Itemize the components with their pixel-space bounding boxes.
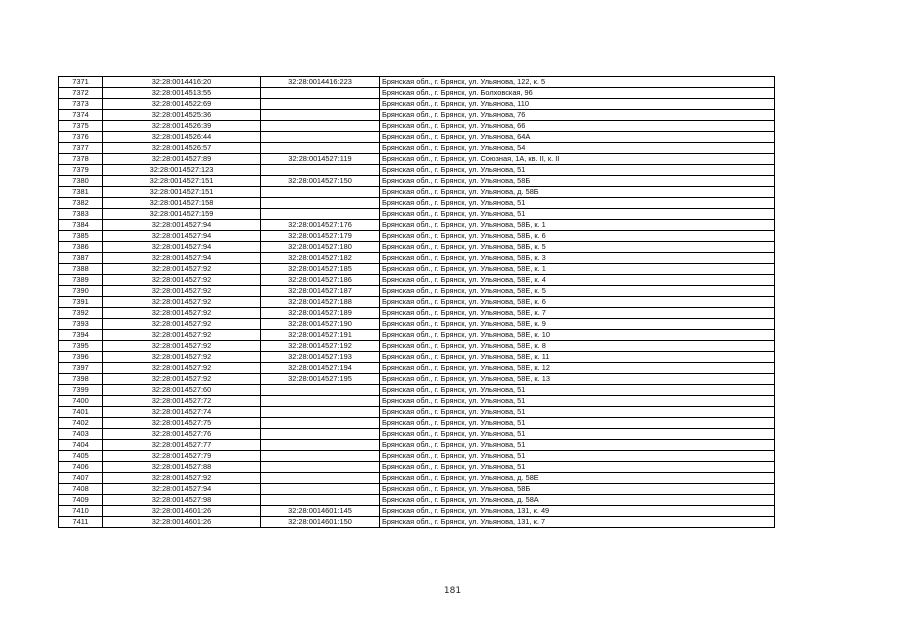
address-cell: Брянская обл., г. Брянск, ул. Ульянова, 76 — [380, 110, 775, 121]
object-number-cell: 32:28:0014527:180 — [261, 242, 380, 253]
row-number-cell: 7386 — [59, 242, 103, 253]
object-number-cell: 32:28:0014527:190 — [261, 319, 380, 330]
row-number-cell: 7377 — [59, 143, 103, 154]
row-number-cell: 7400 — [59, 396, 103, 407]
table-row — [59, 88, 775, 99]
table-row — [59, 187, 775, 198]
row-number-cell: 7389 — [59, 275, 103, 286]
row-number-cell: 7382 — [59, 198, 103, 209]
object-number-cell — [261, 187, 380, 198]
object-number-cell: 32:28:0014527:191 — [261, 330, 380, 341]
object-number-cell — [261, 99, 380, 110]
address-cell: Брянская обл., г. Брянск, ул. Ульянова, д. 58А — [380, 495, 775, 506]
table-row — [59, 264, 775, 275]
address-cell: Брянская обл., г. Брянск, ул. Ульянова, 58Е, к. 8 — [380, 341, 775, 352]
row-number-cell: 7374 — [59, 110, 103, 121]
row-number-cell: 7381 — [59, 187, 103, 198]
cadastral-number-cell: 32:28:0014527:74 — [103, 407, 261, 418]
object-number-cell: 32:28:0014527:188 — [261, 297, 380, 308]
address-cell: Брянская обл., г. Брянск, ул. Ульянова, д. 58Е — [380, 473, 775, 484]
cadastral-number-cell: 32:28:0014527:159 — [103, 209, 261, 220]
object-number-cell: 32:28:0014527:185 — [261, 264, 380, 275]
cadastral-number-cell: 32:28:0014527:94 — [103, 220, 261, 231]
address-cell: Брянская обл., г. Брянск, ул. Ульянова, 51 — [380, 462, 775, 473]
cadastral-number-cell: 32:28:0014513:55 — [103, 88, 261, 99]
cadastral-number-cell: 32:28:0014527:88 — [103, 462, 261, 473]
address-cell: Брянская обл., г. Брянск, ул. Ульянова, 66 — [380, 121, 775, 132]
object-number-cell: 32:28:0014527:119 — [261, 154, 380, 165]
address-cell: Брянская обл., г. Брянск, ул. Ульянова, 58Б, к. 6 — [380, 231, 775, 242]
object-number-cell — [261, 418, 380, 429]
row-number-cell: 7376 — [59, 132, 103, 143]
object-number-cell — [261, 462, 380, 473]
object-number-cell: 32:28:0014527:187 — [261, 286, 380, 297]
table-row — [59, 451, 775, 462]
address-cell: Брянская обл., г. Брянск, ул. Ульянова, д. 58Б — [380, 187, 775, 198]
table-row — [59, 253, 775, 264]
table-row — [59, 330, 775, 341]
object-number-cell: 32:28:0014527:195 — [261, 374, 380, 385]
address-cell: Брянская обл., г. Брянск, ул. Ульянова, 58Б — [380, 176, 775, 187]
row-number-cell: 7373 — [59, 99, 103, 110]
table-row — [59, 143, 775, 154]
row-number-cell: 7411 — [59, 517, 103, 528]
object-number-cell — [261, 429, 380, 440]
row-number-cell: 7407 — [59, 473, 103, 484]
row-number-cell: 7379 — [59, 165, 103, 176]
cadastral-number-cell: 32:28:0014527:94 — [103, 242, 261, 253]
cadastral-number-cell: 32:28:0014525:36 — [103, 110, 261, 121]
address-cell: Брянская обл., г. Брянск, ул. Ульянова, 131, к. 7 — [380, 517, 775, 528]
object-number-cell — [261, 88, 380, 99]
object-number-cell — [261, 396, 380, 407]
cadastral-number-cell: 32:28:0014527:92 — [103, 330, 261, 341]
cadastral-number-cell: 32:28:0014527:72 — [103, 396, 261, 407]
address-cell: Брянская обл., г. Брянск, ул. Ульянова, 58Е, к. 4 — [380, 275, 775, 286]
address-cell: Брянская обл., г. Брянск, ул. Ульянова, 58Е, к. 10 — [380, 330, 775, 341]
address-cell: Брянская обл., г. Брянск, ул. Ульянова, 51 — [380, 407, 775, 418]
object-number-cell — [261, 143, 380, 154]
row-number-cell: 7385 — [59, 231, 103, 242]
row-number-cell: 7383 — [59, 209, 103, 220]
table-row — [59, 308, 775, 319]
cadastral-number-cell: 32:28:0014526:39 — [103, 121, 261, 132]
object-number-cell: 32:28:0014527:189 — [261, 308, 380, 319]
table-row — [59, 77, 775, 88]
table-row — [59, 462, 775, 473]
cadastral-number-cell: 32:28:0014527:92 — [103, 374, 261, 385]
object-number-cell: 32:28:0014527:176 — [261, 220, 380, 231]
address-cell: Брянская обл., г. Брянск, ул. Ульянова, 64А — [380, 132, 775, 143]
row-number-cell: 7380 — [59, 176, 103, 187]
table-row — [59, 484, 775, 495]
row-number-cell: 7403 — [59, 429, 103, 440]
row-number-cell: 7408 — [59, 484, 103, 495]
address-cell: Брянская обл., г. Брянск, ул. Ульянова, 58Б, к. 5 — [380, 242, 775, 253]
object-number-cell: 32:28:0014527:179 — [261, 231, 380, 242]
address-cell: Брянская обл., г. Брянск, ул. Ульянова, 58Е, к. 1 — [380, 264, 775, 275]
cadastral-number-cell: 32:28:0014527:151 — [103, 176, 261, 187]
cadastral-number-cell: 32:28:0014527:60 — [103, 385, 261, 396]
cadastral-number-cell: 32:28:0014527:158 — [103, 198, 261, 209]
cadastral-number-cell: 32:28:0014527:92 — [103, 363, 261, 374]
object-number-cell: 32:28:0014527:150 — [261, 176, 380, 187]
table-row — [59, 517, 775, 528]
table-row — [59, 363, 775, 374]
row-number-cell: 7401 — [59, 407, 103, 418]
table-row — [59, 341, 775, 352]
row-number-cell: 7399 — [59, 385, 103, 396]
address-cell: Брянская обл., г. Брянск, ул. Ульянова, 122, к. 5 — [380, 77, 775, 88]
page-number: 181 — [443, 586, 462, 596]
address-cell: Брянская обл., г. Брянск, ул. Ульянова, 58Б, к. 3 — [380, 253, 775, 264]
address-cell: Брянская обл., г. Брянск, ул. Ульянова, 51 — [380, 396, 775, 407]
table-row — [59, 440, 775, 451]
table-row — [59, 220, 775, 231]
row-number-cell: 7375 — [59, 121, 103, 132]
row-number-cell: 7391 — [59, 297, 103, 308]
row-number-cell: 7390 — [59, 286, 103, 297]
cadastral-number-cell: 32:28:0014527:94 — [103, 484, 261, 495]
cadastral-number-cell: 32:28:0014527:94 — [103, 231, 261, 242]
row-number-cell: 7405 — [59, 451, 103, 462]
object-number-cell — [261, 121, 380, 132]
address-cell: Брянская обл., г. Брянск, ул. Ульянова, 58Е, к. 12 — [380, 363, 775, 374]
table-row — [59, 99, 775, 110]
row-number-cell: 7394 — [59, 330, 103, 341]
address-cell: Брянская обл., г. Брянск, ул. Ульянова, 58Е, к. 7 — [380, 308, 775, 319]
table-row — [59, 319, 775, 330]
cadastral-number-cell: 32:28:0014601:26 — [103, 517, 261, 528]
address-cell: Брянская обл., г. Брянск, ул. Ульянова, 51 — [380, 451, 775, 462]
object-number-cell — [261, 473, 380, 484]
table-body — [59, 77, 775, 528]
address-cell: Брянская обл., г. Брянск, ул. Ульянова, 58Е, к. 6 — [380, 297, 775, 308]
cadastral-number-cell: 32:28:0014527:92 — [103, 297, 261, 308]
cadastral-number-cell: 32:28:0014527:151 — [103, 187, 261, 198]
row-number-cell: 7398 — [59, 374, 103, 385]
cadastral-number-cell: 32:28:0014527:75 — [103, 418, 261, 429]
table-row — [59, 352, 775, 363]
table-row — [59, 385, 775, 396]
address-cell: Брянская обл., г. Брянск, ул. Ульянова, 51 — [380, 418, 775, 429]
object-number-cell — [261, 165, 380, 176]
table-row — [59, 506, 775, 517]
row-number-cell: 7396 — [59, 352, 103, 363]
data-table — [58, 76, 775, 528]
object-number-cell — [261, 484, 380, 495]
row-number-cell: 7372 — [59, 88, 103, 99]
object-number-cell: 32:28:0014527:186 — [261, 275, 380, 286]
address-cell: Брянская обл., г. Брянск, ул. Союзная, 1А, кв. II, к. II — [380, 154, 775, 165]
cadastral-number-cell: 32:28:0014526:44 — [103, 132, 261, 143]
address-cell: Брянская обл., г. Брянск, ул. Ульянова, 51 — [380, 429, 775, 440]
row-number-cell: 7395 — [59, 341, 103, 352]
object-number-cell: 32:28:0014601:150 — [261, 517, 380, 528]
object-number-cell — [261, 407, 380, 418]
cadastral-number-cell: 32:28:0014527:89 — [103, 154, 261, 165]
object-number-cell — [261, 451, 380, 462]
row-number-cell: 7371 — [59, 77, 103, 88]
row-number-cell: 7402 — [59, 418, 103, 429]
table-row — [59, 110, 775, 121]
object-number-cell — [261, 132, 380, 143]
cadastral-number-cell: 32:28:0014526:57 — [103, 143, 261, 154]
table-row — [59, 242, 775, 253]
address-cell: Брянская обл., г. Брянск, ул. Болховская, 96 — [380, 88, 775, 99]
cadastral-number-cell: 32:28:0014416:20 — [103, 77, 261, 88]
row-number-cell: 7388 — [59, 264, 103, 275]
cadastral-number-cell: 32:28:0014601:26 — [103, 506, 261, 517]
table-row — [59, 286, 775, 297]
table-row — [59, 198, 775, 209]
table-row — [59, 154, 775, 165]
object-number-cell: 32:28:0014601:145 — [261, 506, 380, 517]
table-row — [59, 275, 775, 286]
cadastral-number-cell: 32:28:0014527:76 — [103, 429, 261, 440]
table-row — [59, 132, 775, 143]
object-number-cell: 32:28:0014527:182 — [261, 253, 380, 264]
address-cell: Брянская обл., г. Брянск, ул. Ульянова, 58Е, к. 11 — [380, 352, 775, 363]
table-row — [59, 495, 775, 506]
cadastral-number-cell: 32:28:0014527:92 — [103, 352, 261, 363]
table-row — [59, 176, 775, 187]
table-row — [59, 429, 775, 440]
row-number-cell: 7406 — [59, 462, 103, 473]
row-number-cell: 7387 — [59, 253, 103, 264]
address-cell: Брянская обл., г. Брянск, ул. Ульянова, 51 — [380, 385, 775, 396]
object-number-cell — [261, 198, 380, 209]
row-number-cell: 7410 — [59, 506, 103, 517]
table-row — [59, 165, 775, 176]
table-row — [59, 297, 775, 308]
address-cell: Брянская обл., г. Брянск, ул. Ульянова, 51 — [380, 198, 775, 209]
table-row — [59, 231, 775, 242]
object-number-cell: 32:28:0014416:223 — [261, 77, 380, 88]
cadastral-number-cell: 32:28:0014527:92 — [103, 275, 261, 286]
object-number-cell: 32:28:0014527:194 — [261, 363, 380, 374]
row-number-cell: 7397 — [59, 363, 103, 374]
address-cell: Брянская обл., г. Брянск, ул. Ульянова, 58Б — [380, 484, 775, 495]
address-cell: Брянская обл., г. Брянск, ул. Ульянова, 58Е, к. 9 — [380, 319, 775, 330]
address-cell: Брянская обл., г. Брянск, ул. Ульянова, 51 — [380, 165, 775, 176]
cadastral-number-cell: 32:28:0014527:92 — [103, 319, 261, 330]
table-row — [59, 121, 775, 132]
table-row — [59, 209, 775, 220]
row-number-cell: 7404 — [59, 440, 103, 451]
cadastral-number-cell: 32:28:0014527:94 — [103, 253, 261, 264]
table-row — [59, 396, 775, 407]
table-row — [59, 473, 775, 484]
address-cell: Брянская обл., г. Брянск, ул. Ульянова, 58Е, к. 13 — [380, 374, 775, 385]
row-number-cell: 7392 — [59, 308, 103, 319]
address-cell: Брянская обл., г. Брянск, ул. Ульянова, 51 — [380, 440, 775, 451]
table-row — [59, 418, 775, 429]
address-cell: Брянская обл., г. Брянск, ул. Ульянова, 131, к. 49 — [380, 506, 775, 517]
cadastral-number-cell: 32:28:0014527:92 — [103, 286, 261, 297]
table-row — [59, 374, 775, 385]
object-number-cell — [261, 440, 380, 451]
cadastral-number-cell: 32:28:0014527:92 — [103, 473, 261, 484]
address-cell: Брянская обл., г. Брянск, ул. Ульянова, 54 — [380, 143, 775, 154]
cadastral-number-cell: 32:28:0014527:123 — [103, 165, 261, 176]
object-number-cell — [261, 110, 380, 121]
object-number-cell: 32:28:0014527:193 — [261, 352, 380, 363]
object-number-cell: 32:28:0014527:192 — [261, 341, 380, 352]
object-number-cell — [261, 495, 380, 506]
address-cell: Брянская обл., г. Брянск, ул. Ульянова, 58Е, к. 5 — [380, 286, 775, 297]
cadastral-number-cell: 32:28:0014527:98 — [103, 495, 261, 506]
address-cell: Брянская обл., г. Брянск, ул. Ульянова, 51 — [380, 209, 775, 220]
row-number-cell: 7378 — [59, 154, 103, 165]
address-cell: Брянская обл., г. Брянск, ул. Ульянова, 58Б, к. 1 — [380, 220, 775, 231]
cadastral-number-cell: 32:28:0014527:92 — [103, 264, 261, 275]
row-number-cell: 7384 — [59, 220, 103, 231]
row-number-cell: 7393 — [59, 319, 103, 330]
cadastral-number-cell: 32:28:0014527:79 — [103, 451, 261, 462]
cadastral-number-cell: 32:28:0014527:77 — [103, 440, 261, 451]
object-number-cell — [261, 385, 380, 396]
object-number-cell — [261, 209, 380, 220]
cadastral-number-cell: 32:28:0014527:92 — [103, 341, 261, 352]
address-cell: Брянская обл., г. Брянск, ул. Ульянова, 110 — [380, 99, 775, 110]
table-row — [59, 407, 775, 418]
row-number-cell: 7409 — [59, 495, 103, 506]
cadastral-number-cell: 32:28:0014522:69 — [103, 99, 261, 110]
cadastral-number-cell: 32:28:0014527:92 — [103, 308, 261, 319]
